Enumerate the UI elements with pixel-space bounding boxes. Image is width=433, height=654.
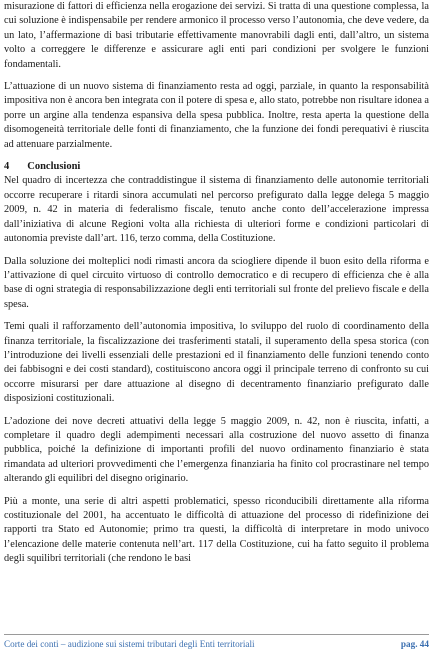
paragraph: L’adozione dei nove decreti attuativi della legge 5 maggio 2009, n. 42, non è riuscita, infatti, a completare il quadro degli adempimenti necessari alla costruzione del nuovo assetto di finanza pubblica, poiché la definizione di importanti profili del nuovo ordinamento finanziario è stata rimandata ad ulteriori provvedimenti che l’emergenza finanziaria ha finito col procrastinare nel tempo alterando gli equilibri del disegno originario. [4,415,429,485]
paragraph: misurazione di fattori di efficienza nella erogazione dei servizi. Si tratta di una questione complessa, la cui soluzione è indispensabile per rendere armonico il processo verso l’autonomia, che deve vedere, da un lato, l’affermazione di basi tributarie effettivamente manovrabili dagli enti, dall’altro, un sistema volto a correggere le differenze e assicurare agli enti pari condizioni per svolgere le funzioni fondamentali. [4,1,429,70]
paragraph: Più a monte, una serie di altri aspetti problematici, spesso riconducibili direttamente alla riforma costituzionale del 2001, ha accentuato le difficoltà di attuazione del processo di ridefinizione dei rapporti tra Stato ed Autonomie; primo tra questi, la difficoltà di interpretare in modo univoco l’elencazione delle materie contenuta nell’art. 117 della Costituzione, cui ha fatto seguito il problema degli squilibri territoriali (che rendono le basi [4,495,429,565]
section-number: 4 [4,161,10,173]
page-footer [4,634,429,650]
paragraph: Temi quali il rafforzamento dell’autonomia impositiva, lo sviluppo del ruolo di coordinamento della finanza territoriale, la fiscalizzazione dei trasferimenti statali, il superamento della spesa storica (con l’introduzione dei livelli essenziali delle prestazioni ed il finanziamento delle funzioni tenendo conto dei fabbisogni e dei costi standard), costituiscono ancora oggi il principale terreno di confronto su cui occorre misurarsi per dare attuazione al disegno di decentramento finanziario prefigurato dalle disposizioni costituzionali. [4,321,429,405]
page-number: pag. 44 [400,639,429,649]
page-body [4,0,429,567]
paragraph: Nel quadro di incertezza che contraddistingue il sistema di finanziamento delle autonomie territoriali occorre recuperare i ritardi sinora accumulati nel percorso prefigurato dalla legge delega 5 maggio 2009, n. 42 in materia di federalismo fiscale, tenuto anche conto dell’accelerazione impressa dall’iniziativa di alcune Regioni volta alla richiesta di ulteriori forme e condizioni particolari di autonomia previste dall’art. 116, terzo comma, della Costituzione. [4,175,429,245]
footer-source: Corte dei conti – audizione sui sistemi tributari degli Enti territoriali [4,639,255,649]
section-title: Conclusioni [27,161,81,173]
paragraph: Dalla soluzione dei molteplici nodi rimasti ancora da sciogliere dipende il buon esito della riforma e l’attivazione di quel circuito virtuoso di controllo democratico e di recupero di efficienza che è alla base di ogni strategia di responsabilizzazione degli enti territoriali sul fronte del prelievo fiscale e della spesa. [4,255,429,310]
paragraph: L’attuazione di un nuovo sistema di finanziamento resta ad oggi, parziale, in quanto la responsabilità impositiva non è ancora ben integrata con il potere di spesa e, allo stato, potrebbe non risultare idonea a porre un argine alla tendenza espansiva della spesa pubblica. Inoltre, resta aperta la questione della disomogeneità territoriale delle fonti di finanziamento, che la funzione dei fondi perequativi è riuscita ad attenuare parzialmente. [4,81,429,150]
section-heading [4,160,429,174]
